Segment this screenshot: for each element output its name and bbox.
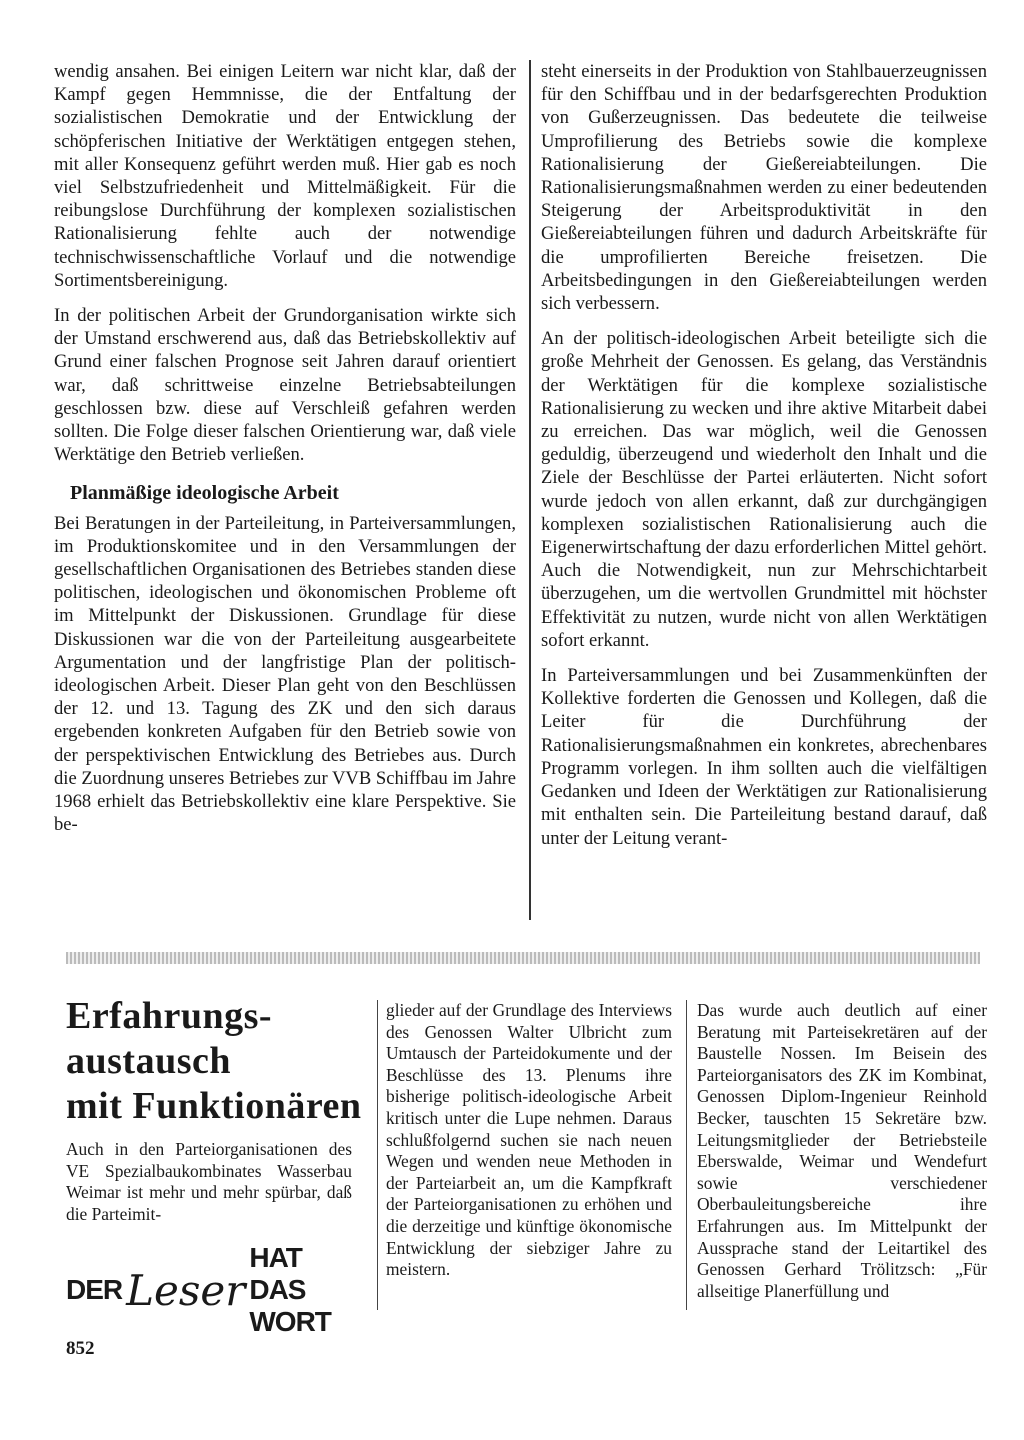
- der-leser-hat-das-wort-logo: [66, 1242, 356, 1337]
- article-column-bottom-1: [66, 1139, 352, 1237]
- logo-text-right: HAT DAS WORT: [249, 1242, 331, 1337]
- paragraph: Auch in den Parteiorganisationen des VE Spezialbaukombinates Wasserbau Weimar ist mehr und mehr spürbar, daß die Parteimit-: [66, 1139, 352, 1224]
- article-column-top-left: [54, 60, 516, 849]
- paragraph: An der politisch-ideologischen Arbeit beteiligte sich die große Mehrheit der Genossen. Es gelang, das Verständnis der Werktätigen für die komplexe sozialistische Rationalisierung zu wecken und ihre aktive Mitarbeit dabei zu erreichen. Das war möglich, weil die Genossen geduldig, überzeugend und wiederholt den Inhalt und die Ziele der Beschlüsse der Partei erläuterten. Nicht sofort wurde jedoch von allen erkannt, daß zur durchgängigen komplexen sozialistischen Rationalisierung auch die Eigenerwirtschaftung der dazu erforderlichen Mittel gehört. Auch die Notwendigkeit, nun zur Mehrschichtarbeit überzugehen, um die wertvollen Grundmittel mit höchster Effektivität zu nutzen, wurde nicht von allen Werktätigen sofort erkannt.: [541, 328, 987, 651]
- title-line: mit Funktionären: [66, 1085, 362, 1127]
- paragraph: glieder auf der Grundlage des Interviews des Genossen Walter Ulbricht zum Umtausch der Parteidokumente und der Beschlüsse des 13. Plenums ihre bisherige politisch-ideologische Arbeit kritisch unter die Lupe nehmen. Daraus schlußfolgernd suchen sie nach neuen Wegen und wenden neue Methoden in der Parteiarbeit an, um die Kampfkraft der Parteiorganisationen zu erhöhen und die derzeitige und künftige ökonomische Entwicklung der siebziger Jahre zu meistern.: [386, 1000, 672, 1280]
- article-column-top-right: [541, 60, 987, 862]
- article-column-bottom-3: [697, 1000, 987, 1314]
- title-line: austausch: [66, 1040, 231, 1082]
- article-column-bottom-2: [386, 1000, 672, 1293]
- paragraph: Das wurde auch deutlich auf einer Beratung mit Parteisekretären auf der Baustelle Nossen. Im Beisein des Parteiorganisators des ZK im Kombinat, Genossen Diplom-Ingenieur Reinhold Becker, tauschten 15 Sekretäre bzw. Leitungsmitglieder der Betriebsteile Eberswalde, Weimar und Wendefurt sowie verschiedener Oberbauleitungsbereiche ihre Erfahrungen aus. Im Mittelpunkt der Aussprache stand der Leitartikel des Genossen Gerhard Trölitzsch: „Für allseitige Planerfüllung und: [697, 1000, 987, 1301]
- paragraph: In der politischen Arbeit der Grundorganisation wirkte sich der Umstand erschwerend aus, daß das Betriebskollektiv auf Grund einer falschen Prognose seit Jahren darauf orientiert war, daß schrittweise einzelne Betriebsabteilungen geschlossen bzw. diese auf Verschleiß gefahren werden sollten. Die Folge dieser falschen Orientierung war, daß viele Werktätige den Betrieb verließen.: [54, 305, 516, 466]
- logo-script-text: Leser: [126, 1265, 246, 1315]
- column-divider: [686, 1000, 687, 1310]
- paragraph: wendig ansahen. Bei einigen Leitern war nicht klar, daß der Kampf gegen Hemmnisse, die der Entfaltung der sozialistischen Demokratie und der Entwicklung der schöpferischen Initiative der Werktätigen entgegen stehen, mit aller Konsequenz geführt werden muß. Hier gab es noch viel Selbstzufriedenheit und Mittelmäßigkeit. Für die reibungslose Durchführung der komplexen sozialistischen Rationalisierung fehlte auch der notwendige technischwissenschaftliche Vorlauf und die notwendige Sortimentsbereinigung.: [54, 61, 516, 291]
- column-divider: [377, 1000, 378, 1310]
- column-divider: [529, 60, 531, 920]
- page-number: 852: [66, 1338, 95, 1359]
- section-separator: [66, 952, 980, 964]
- paragraph: In Parteiversammlungen und bei Zusammenkünften der Kollektive forderten die Genossen und Kollegen, daß die Leiter für die Durchführung der Rationalisierungsmaßnahmen ein konkretes, abrechenbares Programm vorlegen. In ihm sollten auch die vielfältigen Gedanken und Ideen der Werktätigen zur Rationalisierung mit enthalten sein. Die Parteileitung bestand darauf, daß unter der Leitung verant-: [541, 665, 987, 849]
- article-title: [66, 994, 366, 1129]
- paragraph: Bei Beratungen in der Parteileitung, in Parteiversammlungen, im Produktionskomitee und in den Versammlungen der gesellschaftlichen Organisationen des Betriebes standen diese politischen, ideologischen und ökonomischen Probleme oft im Mittelpunkt der Diskussionen. Grundlage für diese Diskussionen war die von der Parteileitung ausgearbeitete Argumentation und der langfristige Plan der politisch-ideologischen Arbeit. Dieser Plan geht von den Beschlüssen der 12. und 13. Tagung des ZK und den sich daraus ergebenden konkreten Aufgaben für den Betrieb sowie von der perspektivischen Entwicklung des Betriebes aus. Durch die Zuordnung unseres Betriebes zur VVB Schiffbau im Jahre 1968 erhielt das Betriebskollektiv eine klare Perspektive. Sie be-: [54, 512, 516, 836]
- section-heading: Planmäßige ideologische Arbeit: [70, 482, 339, 505]
- logo-text-left: DER: [66, 1274, 123, 1305]
- title-line: Erfahrungs-: [66, 995, 273, 1037]
- paragraph: steht einerseits in der Produktion von Stahlbauerzeugnissen für den Schiffbau und in der bedarfsgerechten Produktion von Gußerzeugnissen. Das bedeutete die teilweise Umprofilierung des Betriebs sowie die komplexe Rationalisierung der Gießereiabteilungen. Die Rationalisierungsmaßnahmen werden zu einer bedeutenden Steigerung der Arbeitsproduktivität in den Gießereiabteilungen führen und dadurch Arbeitskräfte für die umprofilierten Bereiche freisetzen. Die Arbeitsbedingungen in den Gießereiabteilungen werden sich verbessern.: [541, 61, 987, 315]
